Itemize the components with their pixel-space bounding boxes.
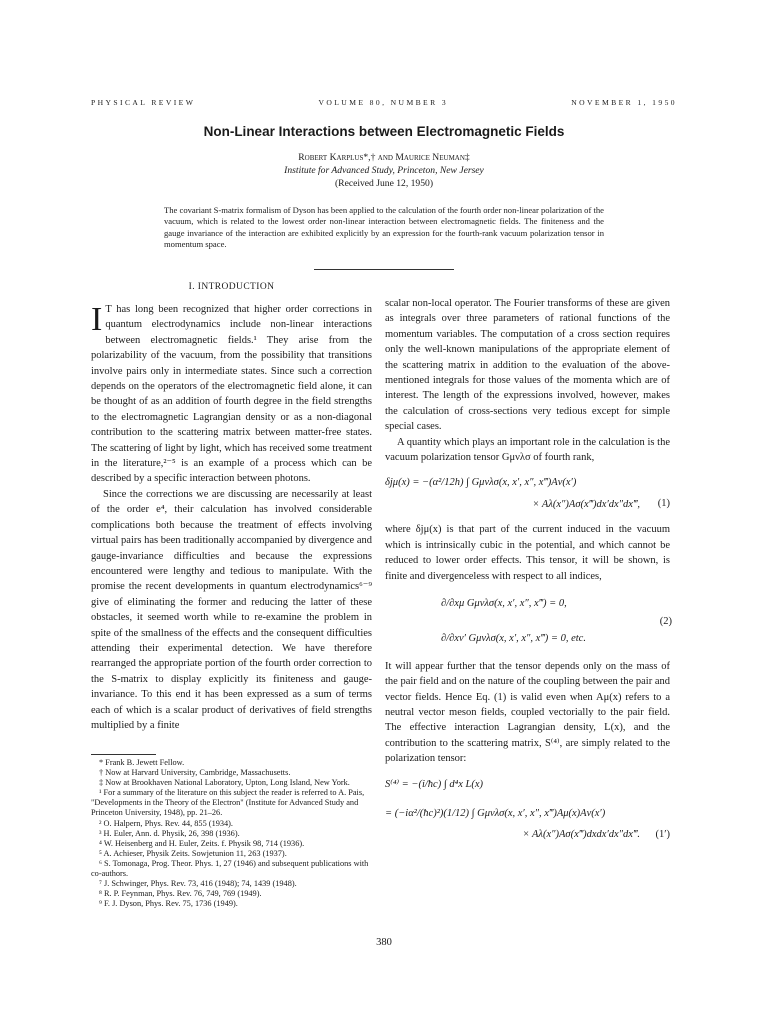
footnote: ¹ For a summary of the literature on this subject the reader is referred to A. Pais, "Developments in the Theory of the Electron" (Institute for Advanced Study and Princeton University, 1948), pp. 21–26. (91, 788, 365, 818)
footnote: ‡ Now at Brookhaven National Laboratory, Upton, Long Island, New York. (99, 778, 350, 788)
equation-2-number: (2) (659, 615, 672, 627)
footnote: * Frank B. Jewett Fellow. (99, 758, 185, 767)
volume-number: VOLUME 80, NUMBER 3 (318, 98, 449, 107)
intro-paragraph-1-text: T has long been recognized that higher order corrections in quantum electrodynamics include non-linear interactions between electromagnetic fields.¹ They arise from the polarizability of the vacuum, from the possibility that transitions involve pairs only in intermediate states. Since such a correction depends on the operators of the electromagnetic field alone, it can be thought of as an addition of fourth degree in the field strengths to the electromagnetic Lagrangian density or as a non-diagonal contribution to the scattering matrix between matter-free states. The scattering of light by light, which has received some treatment in the literature,²⁻⁵ is an example of a process which can be described by a specific interaction between photons. (91, 304, 372, 485)
authors: Robert Karplus*,† and Maurice Neuman‡ (298, 152, 470, 163)
right-paragraph-2: A quantity which plays an important role in the calculation is the vacuum polarization tensor Gμνλσ of fourth rank, (385, 436, 670, 464)
affiliation: Institute for Advanced Study, Princeton, New Jersey (284, 165, 484, 176)
footnote: ⁹ F. J. Dyson, Phys. Rev. 75, 1736 (1949). (99, 899, 238, 909)
equation-3-line-3: × Aλ(x″)Aσ(x‴)dxdx′dx″dx‴. (522, 829, 640, 841)
footnote: ⁶ S. Tomonaga, Prog. Theor. Phys. 1, 27 (1946) and subsequent publications with co-authors. (91, 858, 369, 879)
left-column (91, 280, 372, 733)
issue-date: NOVEMBER 1, 1950 (571, 98, 677, 107)
equation-1-number: (1) (657, 498, 670, 510)
drop-cap: I (91, 301, 103, 338)
equation-1-line-2: × Aλ(x″)Aσ(x‴)dx′dx″dx‴, (532, 498, 640, 510)
right-paragraph-4: It will appear further that the tensor depends only on the mass of the pair field and on the nature of the coupling between the pair and vector fields. Hence Eq. (1) is valid even when Aμ(x) refers to a neutral vector meson fields, coupled vectorially to the pair field. The effective interaction Lagrangian density, L(x), and the contribution to the scattering matrix, S⁽⁴⁾, are simply related to the polarization tensor: (385, 660, 670, 765)
received-date: (Received June 12, 1950) (334, 178, 434, 189)
equation-3-number: (1′) (655, 829, 670, 841)
intro-paragraph-1 (91, 302, 372, 487)
journal-name: PHYSICAL REVIEW (91, 98, 196, 107)
equation-3-line-2: = (−iα²/(ħc)²)(1/12) ∫ Gμνλσ(x, x′, x″, x‴)Aμ(x)Aν(x′) (385, 807, 606, 819)
section-heading: I. INTRODUCTION (188, 282, 275, 292)
footnote: ⁵ A. Achieser, Physik Zeits. Sowjetunion 11, 263 (1937). (99, 848, 287, 858)
footnote: ⁴ W. Heisenberg and H. Euler, Zeits. f. Physik 98, 714 (1936). (99, 838, 305, 848)
equation-2-line-2: ∂/∂xν′ Gμνλσ(x, x′, x″, x‴) = 0, etc. (441, 633, 586, 645)
footnote: ⁸ R. P. Feynman, Phys. Rev. 76, 749, 769 (1949). (99, 889, 262, 899)
footnote: ² O. Halpern, Phys. Rev. 44, 855 (1934). (99, 818, 233, 828)
abstract: The covariant S-matrix formalism of Dyson has been applied to the calculation of the fourth order non-linear polarization of the vacuum, which is related to the lowest order non-linear interaction between electromagnetic fields. The finiteness and the gauge invariance of the interaction are exhibited explicitly by an expression for the fourth-rank vacuum polarization tensor in momentum space. (164, 205, 604, 249)
right-paragraph-3: where δjμ(x) is that part of the current induced in the vacuum which is intrinsically cubic in the potential, and which cannot be reduced to lower order effects. This tensor, it will be shown, is finite and divergenceless with respect to all indices, (385, 524, 670, 582)
equation-2-line-1: ∂/∂xμ Gμνλσ(x, x′, x″, x‴) = 0, (441, 597, 567, 609)
running-head (91, 98, 677, 107)
paper-title: Non-Linear Interactions between Electromagnetic Fields (203, 124, 565, 139)
intro-paragraph-2: Since the corrections we are discussing are necessarily at least of the order e⁴, their calculation has involved considerable complications both because the treatment of effects involving virtual pairs has been traditionally accompanied by divergence and gauge-invariance difficulties and because the expressions encountered were lengthy and tedious to manipulate. With the promise the recent developments in quantum electrodynamics⁶⁻⁹ give of eliminating the former and reducing the latter of these obstacles, it seemed worth while to re-examine the problem in spite of the smallness of the effects and the consequent difficulties attending their experimental detection. We have therefore rearranged the appropriate portion of the fourth order correction to the S-matrix to display explicitly its finiteness and gauge-invariance. To this end it has been expressed as a sum of terms each of which is a scalar product of derivatives of field strengths multiplied by a finite (91, 488, 372, 731)
equation-1 (385, 475, 670, 512)
right-paragraph-1: scalar non-local operator. The Fourier transforms of these are given as integrals over three parameters of rational functions of the momentum variables. The computation of a cross section requires only the well-known manipulations of the appropriate element of the scattering matrix in addition to the evaluation of the above-mentioned integrals for those values of the momenta which are of interest. The length of the expressions involved, however, makes the calculation of cross-sections very tedious except for simple special cases. (385, 298, 670, 433)
footnote-divider (91, 754, 156, 755)
footnote: † Now at Harvard University, Cambridge, Massachusetts. (99, 768, 291, 778)
equation-2 (441, 596, 670, 647)
footnote: ³ H. Euler, Ann. d. Physik, 26, 398 (1936). (99, 828, 240, 838)
equation-1-line-1: δjμ(x) = −(α²/12h) ∫ Gμνλσ(x, x′, x″, x‴)Aν(x′) (385, 477, 577, 489)
equation-3-line-1: S⁽⁴⁾ = −(i/ħc) ∫ d⁴x L(x) (385, 778, 484, 790)
equation-3 (385, 777, 670, 843)
footnote: ⁷ J. Schwinger, Phys. Rev. 73, 416 (1948); 74, 1439 (1948). (99, 879, 297, 889)
abstract-divider (314, 269, 454, 270)
right-column (385, 296, 670, 843)
page-number: 380 (376, 937, 392, 948)
footnotes (91, 758, 372, 909)
